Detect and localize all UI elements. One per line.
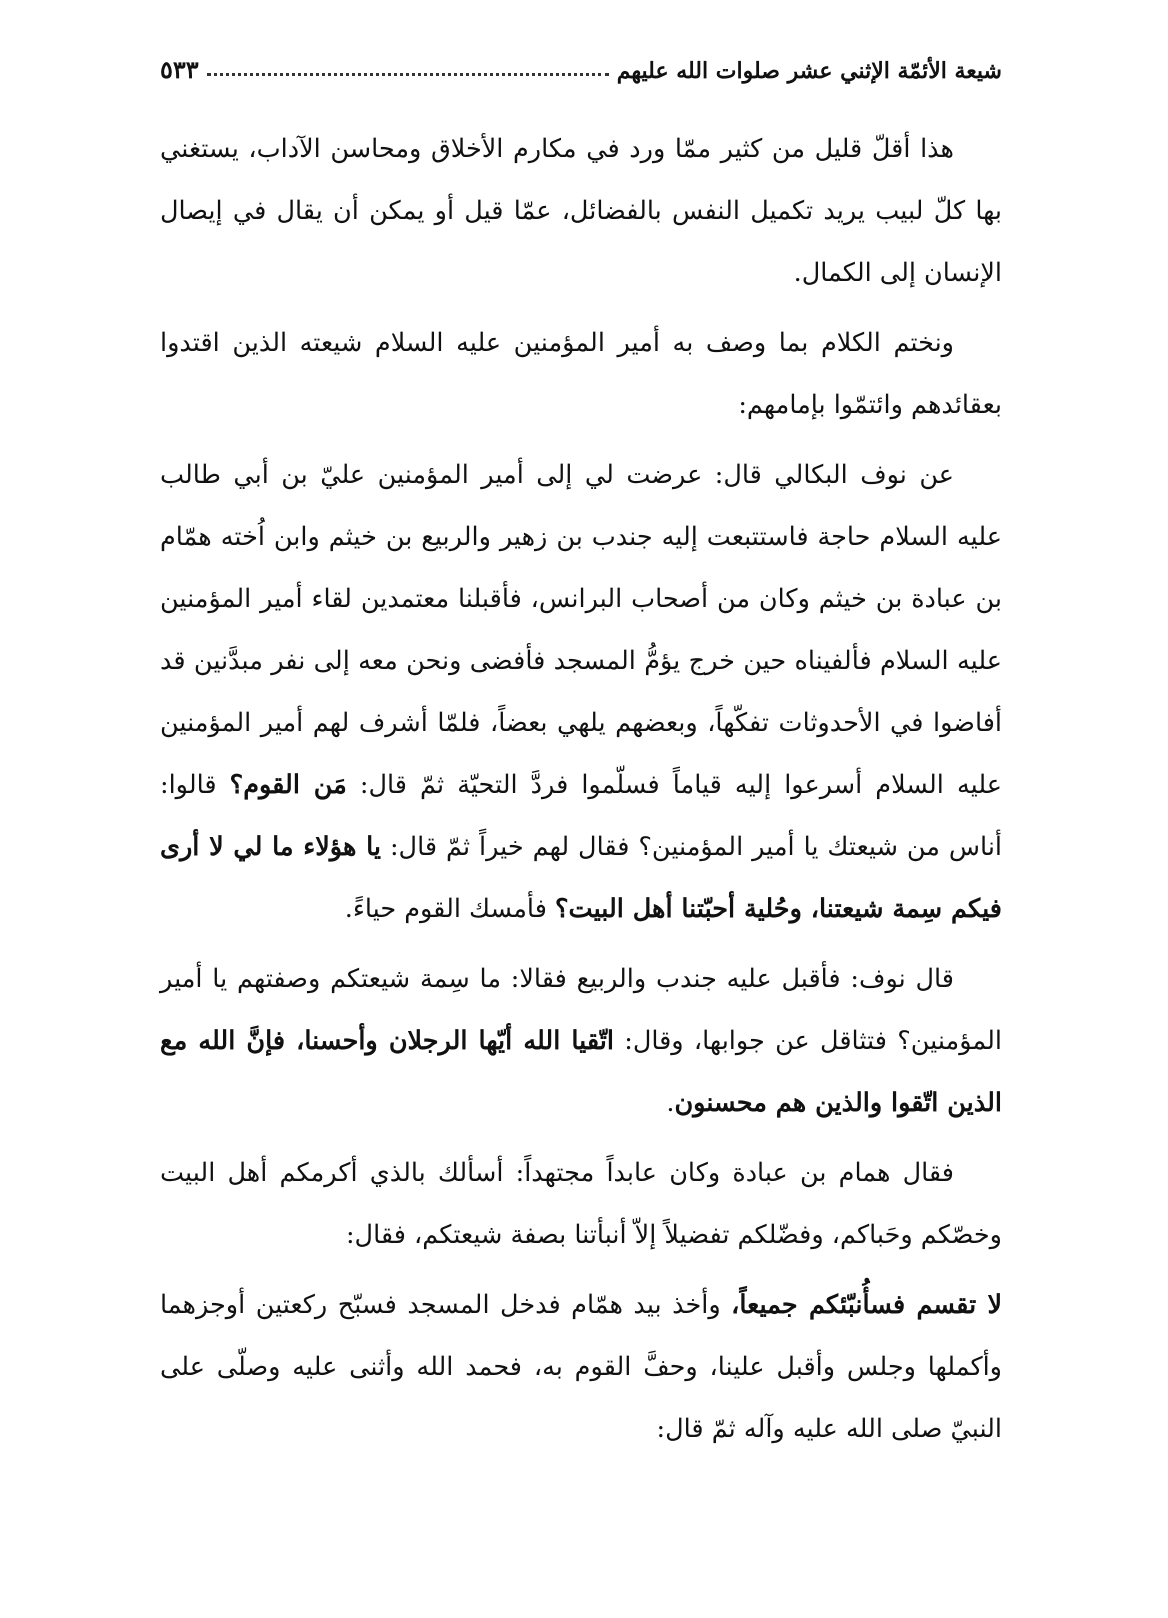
paragraph-4-text-1: قال نوف: فأقبل عليه جندب والربيع فقالا: ما سِمة شيعتكم وصفتهم يا أمير المؤمنين؟ فتثاقل عن جوابها، وقال: <box>160 964 1002 1056</box>
paragraph-3 <box>160 444 1002 940</box>
paragraph-5 <box>160 1142 1002 1266</box>
running-head <box>160 44 1002 84</box>
paragraph-3-text-3: فأمسك القوم حياءً. <box>344 894 555 924</box>
paragraph-5-text: فقال همام بن عبادة وكان عابداً مجتهداً: أسألك بالذي أكرمكم أهل البيت وخصّكم وحَباكم، وفضّلكم تفضيلاً إلاّ أنبأتنا بصفة شيعتكم، فقال: <box>160 1158 1002 1250</box>
paragraph-4 <box>160 948 1002 1134</box>
page-number: ٥٣٣ <box>160 55 199 84</box>
paragraph-6-text: وأخذ بيد همّام فدخل المسجد فسبّح ركعتين أوجزهما وأكملها وجلس وأقبل علينا، وحفَّ القوم به، فحمد الله وأثنى عليه وصلّى على النبيّ صلى الله عليه وآله ثمّ قال: <box>160 1290 1002 1444</box>
running-head-title: شيعة الأئمّة الإثني عشر صلوات الله عليهم <box>616 58 1002 84</box>
paragraph-1-text: هذا أقلّ قليل من كثير ممّا ورد في مكارم الأخلاق ومحاسن الآداب، يستغني بها كلّ لبيب يريد تكميل النفس بالفضائل، عمّا قيل أو يمكن أن يقال في إيصال الإنسان إلى الكمال. <box>160 134 1002 288</box>
paragraph-3-text-2: قالوا: أناس من شيعتك يا أمير المؤمنين؟ فقال لهم خيراً ثمّ قال: <box>160 770 1003 862</box>
paragraph-3-quote-1: مَن القوم؟ <box>229 770 347 800</box>
paragraph-2-text: ونختم الكلام بما وصف به أمير المؤمنين عليه السلام شيعته الذين اقتدوا بعقائدهم وائتمّوا بإمامهم: <box>160 328 1002 420</box>
paragraph-4-text-2: . <box>666 1088 675 1118</box>
body-text <box>160 118 1002 1468</box>
paragraph-6 <box>160 1274 1002 1460</box>
paragraph-2 <box>160 312 1002 436</box>
paragraph-3-quote-2: يا هؤلاء ما لي لا أرى فيكم سِمة شيعتنا، وحُلية أحبّتنا أهل البيت؟ <box>160 832 1002 924</box>
paragraph-4-quote: اتّقيا الله أيّها الرجلان وأحسنا، فإنَّ الله مع الذين اتّقوا والذين هم محسنون <box>160 1026 1002 1118</box>
paragraph-1 <box>160 118 1002 304</box>
paragraph-6-quote: لا تقسم فسأُنبّئكم جميعاً، <box>731 1290 1002 1320</box>
leader-dots <box>207 73 609 76</box>
paragraph-3-text-1: عن نوف البكالي قال: عرضت لي إلى أمير المؤمنين عليّ بن أبي طالب عليه السلام حاجة فاستتبعت إليه جندب بن زهير والربيع بن خيثم وابن اُخته همّام بن عبادة بن خيثم وكان من أصحاب البرانس، فأقبلنا معتمدين لقاء أمير المؤمنين عليه السلام فألفيناه حين خرج يؤمُّ المسجد فأفضى ونحن معه إلى نفر مبدَّنين قد أفاضوا في الأحدوثات تفكّهاً، وبعضهم يلهي بعضاً، فلمّا أشرف لهم أمير المؤمنين عليه السلام أسرعوا إليه قياماً فسلّموا فردَّ التحيّة ثمّ قال: <box>160 460 1002 800</box>
